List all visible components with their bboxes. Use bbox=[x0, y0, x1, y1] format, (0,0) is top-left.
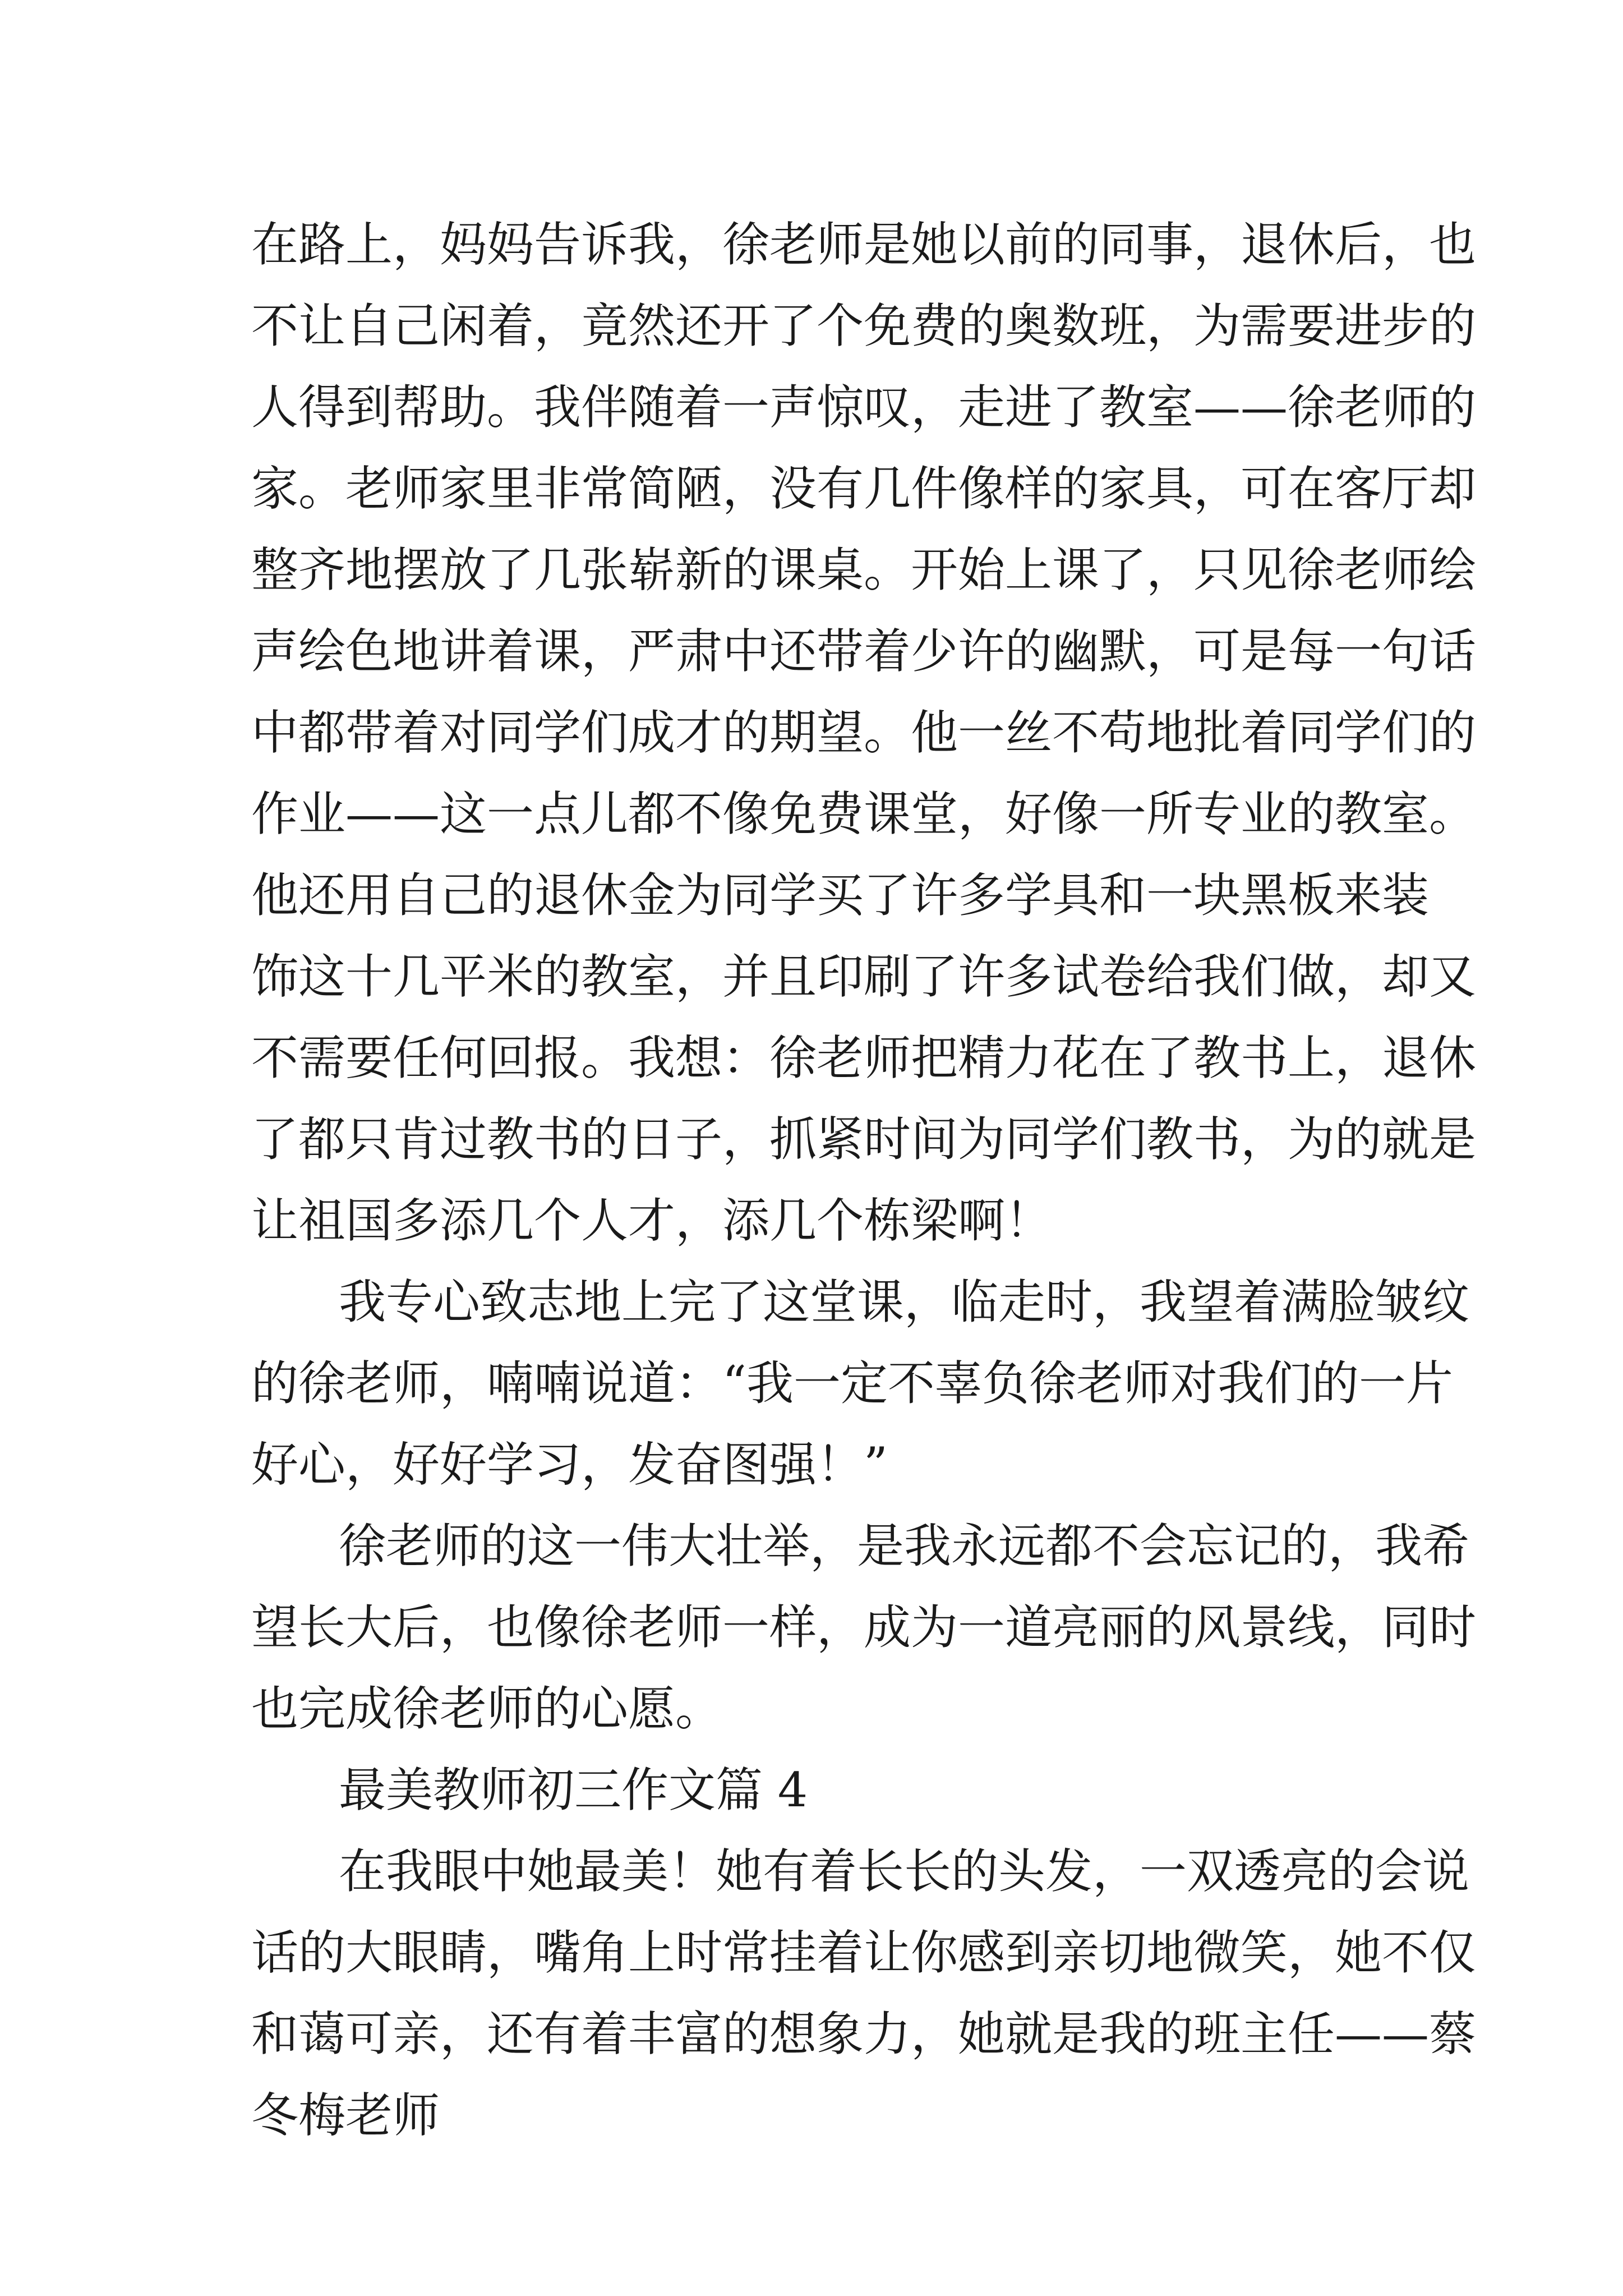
text-line: 的徐老师，喃喃说道：“我一定不辜负徐老师对我们的一片 bbox=[251, 1356, 1453, 1411]
text-line: 也完成徐老师的心愿。 bbox=[251, 1681, 723, 1736]
text-line: 在我眼中她最美！她有着长长的头发，一双透亮的会说 bbox=[339, 1844, 1470, 1899]
body-text bbox=[251, 204, 1477, 2156]
text-line: 不让自己闲着，竟然还开了个免费的奥数班，为需要进步的 bbox=[251, 298, 1477, 353]
text-line: 不需要任何回报。我想：徐老师把精力花在了教书上，退休 bbox=[251, 1030, 1477, 1085]
text-line: 让祖国多添几个人才，添几个栋梁啊！ bbox=[251, 1193, 1053, 1248]
text-line: 在路上，妈妈告诉我，徐老师是她以前的同事，退休后，也 bbox=[251, 217, 1477, 272]
paragraph bbox=[251, 1506, 1477, 1750]
text-line: 他还用自己的退休金为同学买了许多学具和一块黑板来装 bbox=[251, 868, 1430, 923]
text-line: 冬梅老师 bbox=[251, 2088, 440, 2143]
text-line: 话的大眼睛，嘴角上时常挂着让你感到亲切地微笑，她不仅 bbox=[251, 1925, 1477, 1980]
text-line: 了都只肯过教书的日子，抓紧时间为同学们教书，为的就是 bbox=[251, 1112, 1477, 1167]
text-line: 徐老师的这一伟大壮举，是我永远都不会忘记的，我希 bbox=[339, 1519, 1470, 1573]
heading-line: 最美教师初三作文篇 4 bbox=[339, 1763, 808, 1818]
text-line: 人得到帮助。我伴随着一声惊叹，走进了教室——徐老师的 bbox=[251, 380, 1477, 435]
paragraph bbox=[251, 1831, 1477, 2156]
text-line: 好心，好好学习，发奋图强！” bbox=[251, 1437, 888, 1492]
text-line: 整齐地摆放了几张崭新的课桌。开始上课了，只见徐老师绘 bbox=[251, 542, 1477, 597]
text-line: 作业——这一点儿都不像免费课堂，好像一所专业的教室。 bbox=[251, 786, 1477, 841]
text-line: 家。老师家里非常简陋，没有几件像样的家具，可在客厅却 bbox=[251, 461, 1477, 516]
section-heading bbox=[251, 1750, 1401, 1831]
text-line: 和蔼可亲，还有着丰富的想象力，她就是我的班主任——蔡 bbox=[251, 2007, 1477, 2062]
text-line: 望长大后，也像徐老师一样，成为一道亮丽的风景线，同时 bbox=[251, 1600, 1477, 1655]
text-line: 中都带着对同学们成才的期望。他一丝不苟地批着同学们的 bbox=[251, 705, 1477, 760]
paragraph bbox=[251, 204, 1477, 1262]
text-line: 饰这十几平米的教室，并且印刷了许多试卷给我们做，却又 bbox=[251, 949, 1477, 1004]
paragraph bbox=[251, 1262, 1470, 1506]
text-line: 我专心致志地上完了这堂课，临走时，我望着满脸皱纹 bbox=[339, 1274, 1470, 1329]
text-line: 声绘色地讲着课，严肃中还带着少许的幽默，可是每一句话 bbox=[251, 624, 1477, 679]
